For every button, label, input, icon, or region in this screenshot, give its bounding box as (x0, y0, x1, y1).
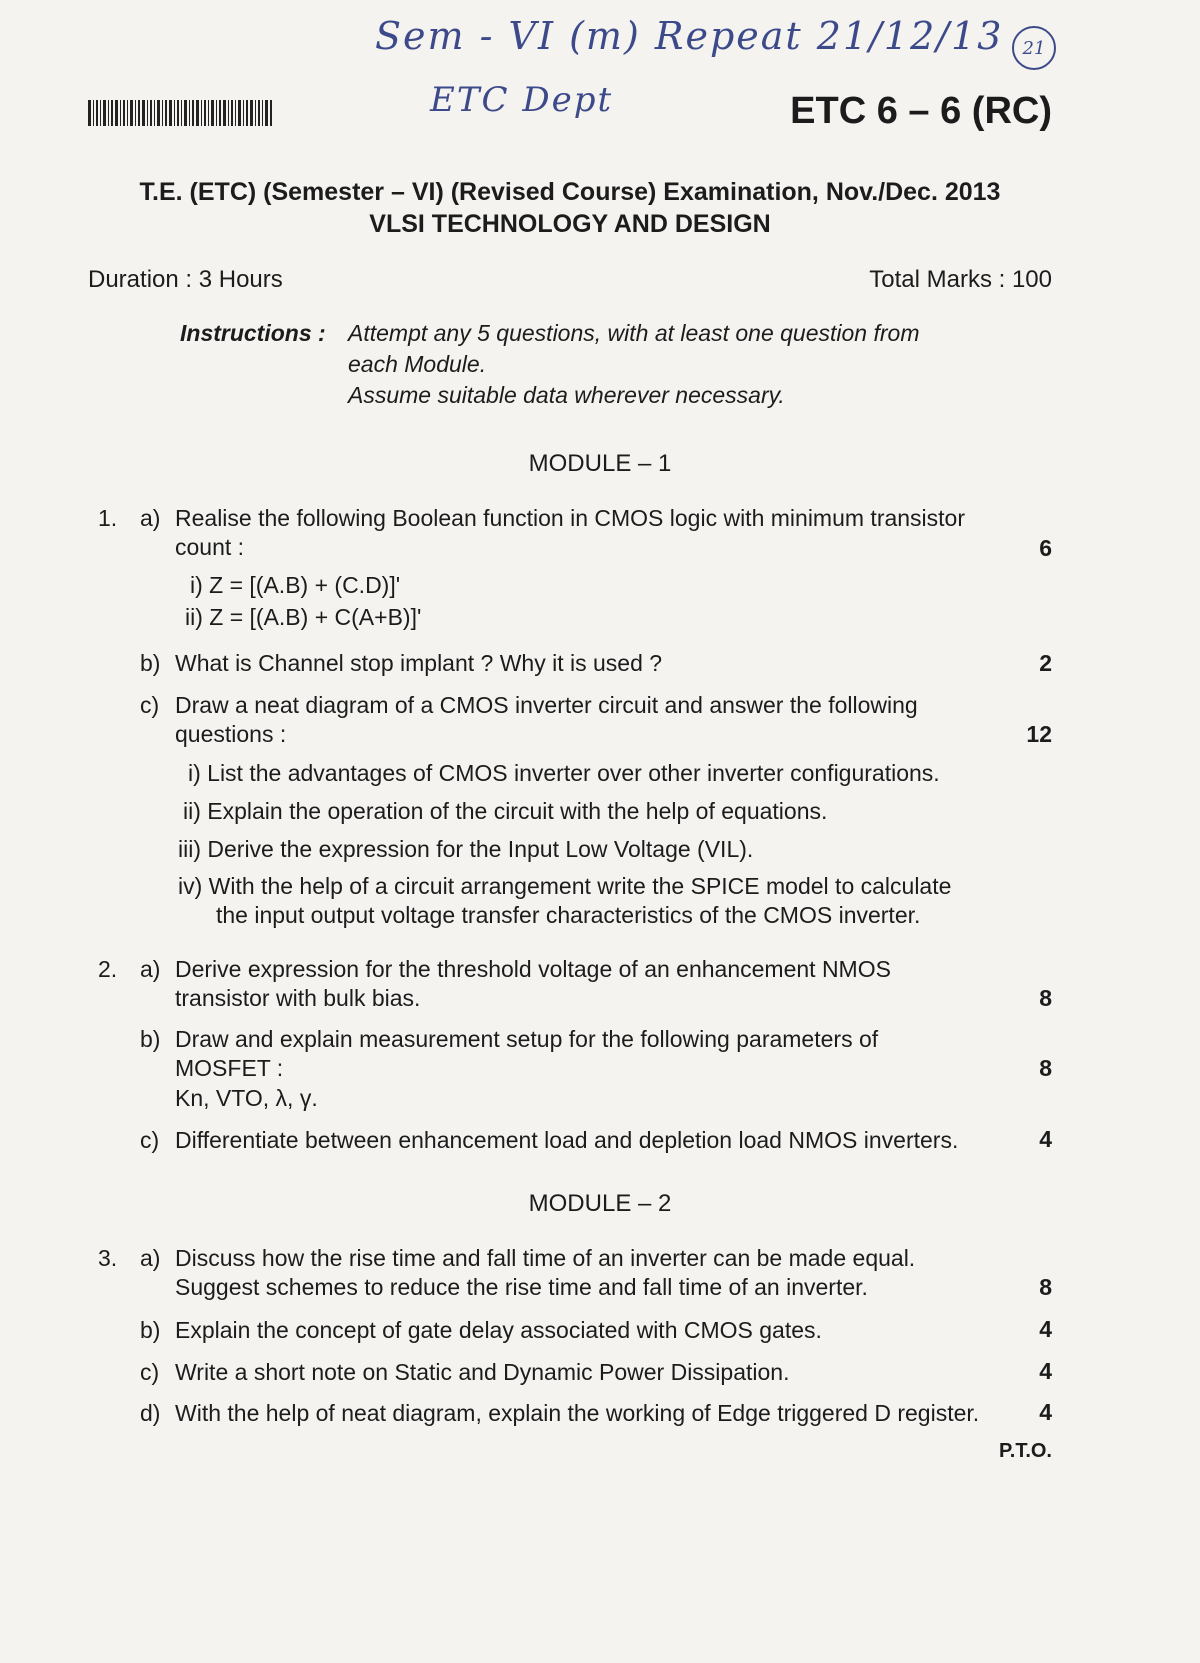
q3d-label: d) (140, 1400, 161, 1426)
instruction-line-1: Attempt any 5 questions, with at least one question from (348, 320, 920, 346)
q3d-marks: 4 (1039, 1399, 1052, 1425)
q1a-line-1: Realise the following Boolean function in CMOS logic with minimum transistor (175, 505, 966, 531)
duration: Duration : 3 Hours (88, 266, 283, 293)
handwritten-dept-note: ETC Dept (430, 80, 614, 120)
q3d-text: With the help of neat diagram, explain the working of Edge triggered D register. (175, 1400, 980, 1426)
q2c-label: c) (140, 1127, 160, 1153)
q3a-marks: 8 (1039, 1274, 1052, 1300)
q2a-label: a) (140, 956, 161, 982)
q3c-marks: 4 (1039, 1358, 1052, 1384)
paper-code: ETC 6 – 6 (RC) (790, 90, 1052, 132)
q3c-text: Write a short note on Static and Dynamic Power Dissipation. (175, 1359, 790, 1385)
q1c-sub-iv-line-2: the input output voltage transfer characteristics of the CMOS inverter. (216, 902, 921, 928)
q2c-marks: 4 (1039, 1126, 1052, 1152)
instructions-text (348, 318, 988, 411)
q1c-sub-iii: iii) Derive the expression for the Input Low Voltage (VIL). (178, 836, 754, 862)
instructions-label: Instructions : (180, 320, 326, 346)
q1a-line-2: count : (175, 534, 245, 560)
q1b-text: What is Channel stop implant ? Why it is used ? (175, 650, 663, 676)
q1c-sub-iv-line-1: iv) With the help of a circuit arrangement write the SPICE model to calculate (178, 873, 952, 899)
q3a-line-2: Suggest schemes to reduce the rise time and fall time of an inverter. (175, 1274, 868, 1300)
handwritten-top-note: Sem - VI (m) Repeat 21/12/13 (375, 14, 1004, 58)
exam-title-block (88, 176, 1052, 240)
q1a-label: a) (140, 505, 161, 531)
q1-number: 1. (98, 505, 118, 531)
q2-number: 2. (98, 956, 118, 982)
q3a-line-1: Discuss how the rise time and fall time of an inverter can be made equal. (175, 1245, 916, 1271)
q1c-sub-ii: ii) Explain the operation of the circuit with the help of equations. (183, 798, 828, 824)
q3b-marks: 4 (1039, 1316, 1052, 1342)
instructions (180, 318, 1000, 411)
q1a-marks: 6 (1039, 535, 1052, 561)
q2b-marks: 8 (1039, 1055, 1052, 1081)
q1a-function-i: i) Z = [(A.B) + (C.D)]' (190, 572, 401, 598)
q1b-marks: 2 (1039, 650, 1052, 676)
instruction-line-3: Assume suitable data wherever necessary. (348, 382, 785, 408)
q2a-marks: 8 (1039, 985, 1052, 1011)
q2a-line-2: transistor with bulk bias. (175, 985, 421, 1011)
q3b-label: b) (140, 1317, 161, 1343)
q1a-function-ii: ii) Z = [(A.B) + C(A+B)]' (185, 604, 422, 630)
q1c-sub-i: i) List the advantages of CMOS inverter over other inverter configurations. (188, 760, 940, 786)
total-marks: Total Marks : 100 (869, 266, 1052, 293)
pto-label: P.T.O. (999, 1440, 1052, 1462)
module-1-title: MODULE – 1 (528, 450, 672, 477)
q3b-text: Explain the concept of gate delay associated with CMOS gates. (175, 1317, 822, 1343)
q1c-line-2: questions : (175, 721, 287, 747)
q2b-line-1: Draw and explain measurement setup for the following parameters of (175, 1026, 879, 1052)
q3a-label: a) (140, 1245, 161, 1271)
module-2-title: MODULE – 2 (528, 1190, 672, 1217)
q2b-line-2: MOSFET : (175, 1055, 284, 1081)
q1c-line-1: Draw a neat diagram of a CMOS inverter circuit and answer the following (175, 692, 918, 718)
instruction-line-2: each Module. (348, 351, 487, 377)
q2c-text: Differentiate between enhancement load and depletion load NMOS inverters. (175, 1127, 959, 1153)
subject-title: VLSI TECHNOLOGY AND DESIGN (369, 210, 771, 238)
q3-number: 3. (98, 1245, 118, 1271)
q2b-label: b) (140, 1026, 161, 1052)
barcode-icon (88, 100, 273, 126)
exam-line: T.E. (ETC) (Semester – VI) (Revised Course) Examination, Nov./Dec. 2013 (139, 178, 1001, 206)
q1c-label: c) (140, 692, 160, 718)
q1b-label: b) (140, 650, 161, 676)
q1c-marks: 12 (1026, 721, 1052, 747)
q3c-label: c) (140, 1359, 160, 1385)
q2b-parameters: Kn, VTO, λ, γ. (175, 1085, 318, 1111)
q2a-line-1: Derive expression for the threshold voltage of an enhancement NMOS (175, 956, 891, 982)
handwritten-circled-number: 21 (1012, 26, 1056, 70)
